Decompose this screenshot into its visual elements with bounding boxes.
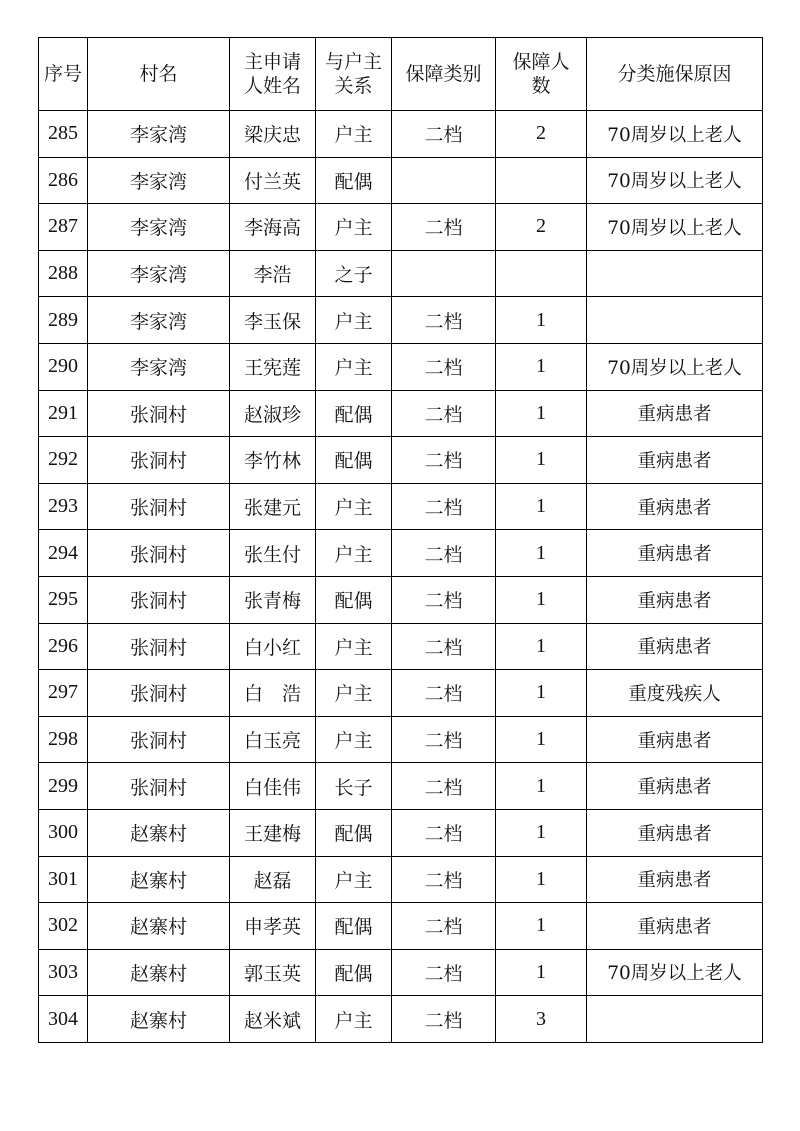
table-row — [39, 623, 763, 670]
cell-seq: 301 — [39, 856, 88, 903]
cell-count: 1 — [496, 390, 587, 437]
cell-seq: 297 — [39, 670, 88, 717]
cell-applicant-name: 郭玉英 — [230, 949, 316, 996]
table-row — [39, 157, 763, 204]
cell-count: 1 — [496, 856, 587, 903]
cell-seq: 288 — [39, 250, 88, 297]
cell-applicant-name: 李竹林 — [230, 437, 316, 484]
cell-village: 张洞村 — [88, 623, 230, 670]
cell-applicant-name: 李玉保 — [230, 297, 316, 344]
cell-reason — [587, 996, 763, 1043]
cell-village: 李家湾 — [88, 157, 230, 204]
cell-applicant-name: 王建梅 — [230, 809, 316, 856]
cell-applicant-name: 张生付 — [230, 530, 316, 577]
cell-category: 二档 — [392, 996, 496, 1043]
cell-applicant-name: 王宪莲 — [230, 343, 316, 390]
cell-reason: 70周岁以上老人 — [587, 343, 763, 390]
cell-reason: 重病患者 — [587, 530, 763, 577]
cell-count: 2 — [496, 111, 587, 158]
cell-relation: 配偶 — [316, 157, 392, 204]
cell-applicant-name: 白佳伟 — [230, 763, 316, 810]
cell-category: 二档 — [392, 576, 496, 623]
cell-seq: 290 — [39, 343, 88, 390]
cell-relation: 户主 — [316, 204, 392, 251]
cell-relation: 配偶 — [316, 903, 392, 950]
table-row — [39, 530, 763, 577]
cell-reason: 重度残疾人 — [587, 670, 763, 717]
cell-applicant-name: 李海高 — [230, 204, 316, 251]
cell-category: 二档 — [392, 670, 496, 717]
cell-village: 张洞村 — [88, 483, 230, 530]
header-reason: 分类施保原因 — [587, 38, 763, 111]
table-row — [39, 903, 763, 950]
header-seq: 序号 — [39, 38, 88, 111]
cell-category: 二档 — [392, 343, 496, 390]
cell-seq: 304 — [39, 996, 88, 1043]
cell-category: 二档 — [392, 437, 496, 484]
cell-seq: 286 — [39, 157, 88, 204]
cell-reason — [587, 297, 763, 344]
cell-reason: 70周岁以上老人 — [587, 204, 763, 251]
cell-village: 李家湾 — [88, 343, 230, 390]
table-row — [39, 763, 763, 810]
cell-count: 1 — [496, 623, 587, 670]
cell-reason: 重病患者 — [587, 576, 763, 623]
cell-village: 李家湾 — [88, 250, 230, 297]
table-row — [39, 996, 763, 1043]
table-row — [39, 949, 763, 996]
cell-count: 1 — [496, 576, 587, 623]
cell-count — [496, 157, 587, 204]
cell-seq: 299 — [39, 763, 88, 810]
cell-category: 二档 — [392, 204, 496, 251]
cell-category — [392, 157, 496, 204]
cell-village: 张洞村 — [88, 763, 230, 810]
cell-relation: 户主 — [316, 856, 392, 903]
cell-village: 张洞村 — [88, 390, 230, 437]
cell-category: 二档 — [392, 623, 496, 670]
cell-reason: 重病患者 — [587, 856, 763, 903]
cell-reason — [587, 250, 763, 297]
cell-count: 1 — [496, 297, 587, 344]
cell-seq: 289 — [39, 297, 88, 344]
cell-category: 二档 — [392, 809, 496, 856]
cell-applicant-name: 付兰英 — [230, 157, 316, 204]
cell-applicant-name: 张青梅 — [230, 576, 316, 623]
cell-applicant-name: 赵磊 — [230, 856, 316, 903]
cell-village: 李家湾 — [88, 297, 230, 344]
cell-applicant-name: 赵淑珍 — [230, 390, 316, 437]
table-row — [39, 809, 763, 856]
cell-relation: 配偶 — [316, 576, 392, 623]
cell-applicant-name: 张建元 — [230, 483, 316, 530]
table-row — [39, 111, 763, 158]
cell-count: 1 — [496, 530, 587, 577]
cell-applicant-name: 白 浩 — [230, 670, 316, 717]
table-row — [39, 250, 763, 297]
cell-village: 赵寨村 — [88, 856, 230, 903]
cell-village: 张洞村 — [88, 437, 230, 484]
cell-category: 二档 — [392, 483, 496, 530]
cell-count: 1 — [496, 343, 587, 390]
table-row — [39, 483, 763, 530]
cell-village: 张洞村 — [88, 716, 230, 763]
table-row — [39, 343, 763, 390]
cell-relation: 户主 — [316, 297, 392, 344]
cell-applicant-name: 李浩 — [230, 250, 316, 297]
table-row — [39, 716, 763, 763]
cell-relation: 配偶 — [316, 390, 392, 437]
table-row — [39, 437, 763, 484]
cell-seq: 295 — [39, 576, 88, 623]
table-row — [39, 670, 763, 717]
cell-applicant-name: 白小红 — [230, 623, 316, 670]
cell-relation: 户主 — [316, 623, 392, 670]
cell-reason: 重病患者 — [587, 623, 763, 670]
table-row — [39, 297, 763, 344]
cell-relation: 户主 — [316, 111, 392, 158]
cell-count: 1 — [496, 670, 587, 717]
cell-relation: 户主 — [316, 343, 392, 390]
table-row — [39, 204, 763, 251]
cell-relation: 户主 — [316, 996, 392, 1043]
cell-village: 李家湾 — [88, 204, 230, 251]
cell-count: 1 — [496, 903, 587, 950]
header-row — [39, 38, 763, 111]
header-category: 保障类别 — [392, 38, 496, 111]
cell-reason: 重病患者 — [587, 390, 763, 437]
cell-relation: 户主 — [316, 716, 392, 763]
relief-roster-sheet — [38, 37, 763, 1043]
cell-seq: 303 — [39, 949, 88, 996]
cell-category — [392, 250, 496, 297]
cell-category: 二档 — [392, 856, 496, 903]
cell-reason: 重病患者 — [587, 716, 763, 763]
cell-reason: 重病患者 — [587, 437, 763, 484]
cell-seq: 298 — [39, 716, 88, 763]
cell-category: 二档 — [392, 530, 496, 577]
cell-village: 赵寨村 — [88, 996, 230, 1043]
cell-count: 1 — [496, 809, 587, 856]
cell-reason: 70周岁以上老人 — [587, 111, 763, 158]
cell-reason: 重病患者 — [587, 809, 763, 856]
cell-village: 李家湾 — [88, 111, 230, 158]
cell-applicant-name: 白玉亮 — [230, 716, 316, 763]
table-row — [39, 576, 763, 623]
cell-category: 二档 — [392, 111, 496, 158]
cell-category: 二档 — [392, 297, 496, 344]
cell-seq: 287 — [39, 204, 88, 251]
cell-reason: 重病患者 — [587, 763, 763, 810]
cell-village: 张洞村 — [88, 530, 230, 577]
cell-relation: 配偶 — [316, 949, 392, 996]
cell-reason: 70周岁以上老人 — [587, 157, 763, 204]
cell-relation: 长子 — [316, 763, 392, 810]
cell-seq: 302 — [39, 903, 88, 950]
cell-seq: 285 — [39, 111, 88, 158]
cell-seq: 296 — [39, 623, 88, 670]
cell-category: 二档 — [392, 716, 496, 763]
roster-body — [39, 111, 763, 1043]
cell-village: 张洞村 — [88, 670, 230, 717]
cell-reason: 70周岁以上老人 — [587, 949, 763, 996]
header-village: 村名 — [88, 38, 230, 111]
cell-relation: 配偶 — [316, 437, 392, 484]
relief-roster-table — [38, 37, 763, 1043]
cell-applicant-name: 申孝英 — [230, 903, 316, 950]
cell-category: 二档 — [392, 763, 496, 810]
cell-relation: 户主 — [316, 530, 392, 577]
cell-count: 1 — [496, 763, 587, 810]
cell-village: 赵寨村 — [88, 809, 230, 856]
cell-count: 1 — [496, 483, 587, 530]
cell-relation: 户主 — [316, 670, 392, 717]
table-row — [39, 856, 763, 903]
cell-category: 二档 — [392, 949, 496, 996]
cell-village: 赵寨村 — [88, 949, 230, 996]
cell-seq: 293 — [39, 483, 88, 530]
cell-category: 二档 — [392, 390, 496, 437]
cell-seq: 294 — [39, 530, 88, 577]
cell-village: 赵寨村 — [88, 903, 230, 950]
cell-count: 2 — [496, 204, 587, 251]
cell-relation: 配偶 — [316, 809, 392, 856]
cell-count — [496, 250, 587, 297]
header-applicant: 主申请人姓名 — [230, 38, 316, 111]
cell-seq: 292 — [39, 437, 88, 484]
cell-applicant-name: 梁庆忠 — [230, 111, 316, 158]
cell-relation: 之子 — [316, 250, 392, 297]
cell-reason: 重病患者 — [587, 903, 763, 950]
cell-seq: 300 — [39, 809, 88, 856]
cell-count: 3 — [496, 996, 587, 1043]
cell-seq: 291 — [39, 390, 88, 437]
cell-category: 二档 — [392, 903, 496, 950]
cell-applicant-name: 赵米斌 — [230, 996, 316, 1043]
cell-count: 1 — [496, 716, 587, 763]
cell-relation: 户主 — [316, 483, 392, 530]
cell-village: 张洞村 — [88, 576, 230, 623]
header-count: 保障人数 — [496, 38, 587, 111]
header-relation: 与户主关系 — [316, 38, 392, 111]
cell-count: 1 — [496, 949, 587, 996]
table-row — [39, 390, 763, 437]
cell-reason: 重病患者 — [587, 483, 763, 530]
cell-count: 1 — [496, 437, 587, 484]
